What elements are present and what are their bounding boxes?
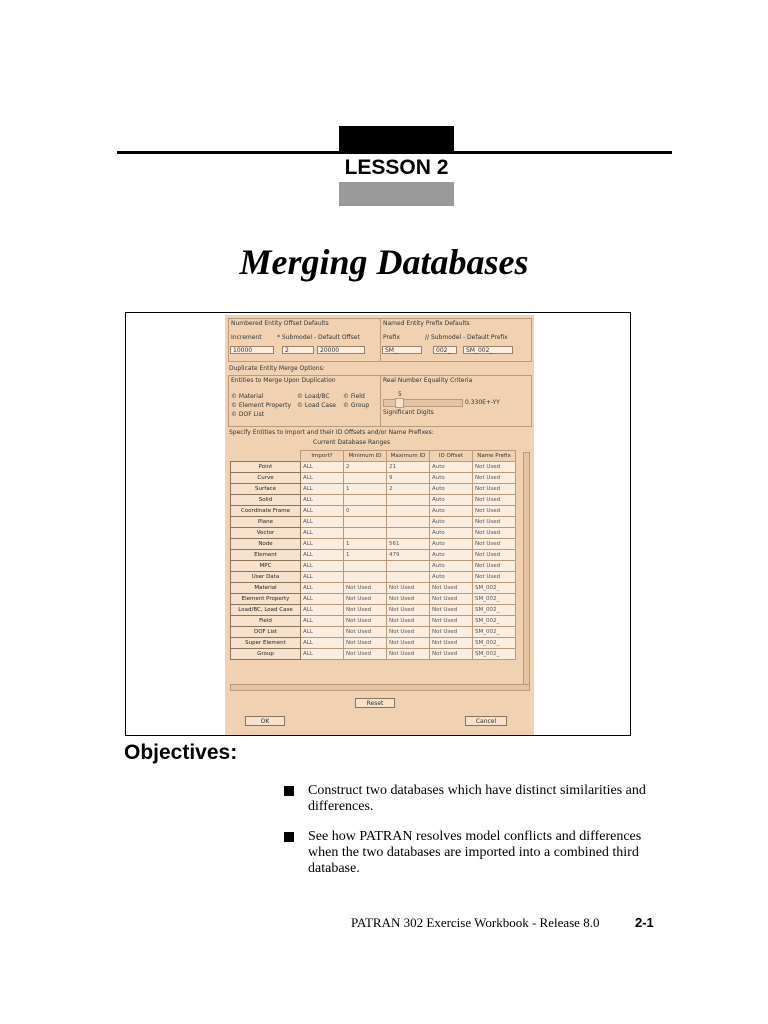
merge-dialog-screenshot (225, 315, 534, 735)
bullet-square-icon (284, 832, 294, 842)
page-number: 2-1 (635, 915, 654, 930)
table-cell[interactable]: ALL (301, 506, 344, 517)
page-footer: PATRAN 302 Exercise Workbook - Release 8.0 (351, 915, 600, 930)
table-row (231, 517, 516, 528)
submodel-prefix-label: // Submodel - Default Prefix (425, 334, 508, 341)
table-cell[interactable] (387, 572, 430, 583)
table-cell[interactable]: 1 (344, 550, 387, 561)
increment-label: Increment (231, 334, 262, 341)
entity-button[interactable]: Plane (231, 517, 301, 528)
table-cell[interactable] (387, 495, 430, 506)
table-cell[interactable]: ALL (301, 583, 344, 594)
table-cell[interactable]: SM_002_ (473, 627, 516, 638)
table-cell[interactable]: ALL (301, 462, 344, 473)
prefix-label: Prefix (383, 334, 400, 341)
table-row (231, 539, 516, 550)
table-cell[interactable] (387, 561, 430, 572)
table-cell[interactable]: Not Used (473, 473, 516, 484)
table-row (231, 495, 516, 506)
table-cell[interactable]: Not Used (344, 649, 387, 660)
table-row (231, 561, 516, 572)
table-row (231, 484, 516, 495)
checkbox-dof-list[interactable]: © DOF List (231, 411, 265, 418)
current-ranges-label: Current Database Ranges (313, 439, 391, 446)
prefix-field[interactable]: SM_ (382, 346, 422, 354)
table-cell[interactable]: Not Used (344, 627, 387, 638)
table-cell[interactable]: ALL (301, 561, 344, 572)
table-cell[interactable] (344, 473, 387, 484)
entity-button[interactable]: Material (231, 583, 301, 594)
col-max-id: Maximum ID (387, 451, 430, 462)
table-corner (231, 451, 301, 462)
table-row (231, 506, 516, 517)
table-cell[interactable]: Not Used (387, 583, 430, 594)
table-row (231, 550, 516, 561)
table-cell[interactable]: Not Used (430, 594, 473, 605)
table-cell[interactable]: ALL (301, 627, 344, 638)
table-cell[interactable]: Not Used (473, 528, 516, 539)
table-cell[interactable]: Not Used (473, 484, 516, 495)
slider-value: 5 (398, 391, 402, 398)
table-cell[interactable]: ALL (301, 638, 344, 649)
entity-button[interactable]: Solid (231, 495, 301, 506)
table-cell[interactable]: SM_002_ (473, 594, 516, 605)
table-cell[interactable] (344, 495, 387, 506)
table-cell[interactable]: Not Used (344, 594, 387, 605)
entity-button[interactable]: Curve (231, 473, 301, 484)
entity-button[interactable]: Super Element (231, 638, 301, 649)
entity-button[interactable]: MPC (231, 561, 301, 572)
specify-label: Specify Entities to Import and their ID Offsets and/or Name Prefixes: (229, 429, 434, 436)
table-cell[interactable]: ALL (301, 649, 344, 660)
checkbox-loadbc[interactable]: © Load/BC (297, 393, 330, 400)
table-row (231, 605, 516, 616)
table-cell[interactable] (344, 528, 387, 539)
entity-button[interactable]: User Data (231, 572, 301, 583)
table-cell[interactable]: Auto (430, 528, 473, 539)
table-cell[interactable]: Not Used (473, 572, 516, 583)
entity-button[interactable]: DOF List (231, 627, 301, 638)
entity-button[interactable]: Node (231, 539, 301, 550)
table-row (231, 638, 516, 649)
entity-table (230, 450, 516, 660)
table-cell[interactable]: Not Used (430, 638, 473, 649)
table-cell[interactable] (387, 517, 430, 528)
table-cell[interactable]: Not Used (344, 616, 387, 627)
table-cell[interactable]: SM_002_ (473, 583, 516, 594)
table-row (231, 627, 516, 638)
entity-button[interactable]: Point (231, 462, 301, 473)
table-cell[interactable]: Auto (430, 517, 473, 528)
table-row (231, 473, 516, 484)
table-row (231, 583, 516, 594)
table-cell[interactable]: Not Used (430, 605, 473, 616)
table-cell[interactable]: Not Used (387, 627, 430, 638)
table-cell[interactable]: Not Used (430, 649, 473, 660)
checkbox-field[interactable]: © Field (343, 393, 365, 400)
table-cell[interactable]: Auto (430, 473, 473, 484)
lesson-label: LESSON 2 (344, 156, 449, 179)
bullet-square-icon (284, 786, 294, 796)
table-row (231, 572, 516, 583)
table-cell[interactable] (344, 572, 387, 583)
table-cell[interactable]: Not Used (387, 616, 430, 627)
entity-button[interactable]: Vector (231, 528, 301, 539)
increment-field[interactable]: 10000 (230, 346, 274, 354)
ok-button[interactable]: OK (245, 716, 285, 726)
table-cell[interactable]: Not Used (430, 616, 473, 627)
table-vertical-scrollbar[interactable] (523, 452, 530, 686)
table-cell[interactable]: Auto (430, 539, 473, 550)
entities-merge-header: Entities to Merge Upon Duplication (231, 377, 336, 384)
table-cell[interactable]: Not Used (473, 495, 516, 506)
table-cell[interactable]: ALL (301, 550, 344, 561)
table-row (231, 649, 516, 660)
table-cell[interactable]: Auto (430, 462, 473, 473)
submodel-offset-label: * Submodel - Default Offset (277, 334, 360, 341)
entity-button[interactable]: Element Property (231, 594, 301, 605)
table-cell[interactable]: Not Used (344, 583, 387, 594)
table-row (231, 594, 516, 605)
dup-options-label: Duplicate Entity Merge Options: (229, 365, 325, 372)
default-prefix-field[interactable]: SM_002_ (463, 346, 513, 354)
table-cell[interactable] (387, 506, 430, 517)
table-row (231, 528, 516, 539)
table-cell[interactable]: ALL (301, 517, 344, 528)
table-cell[interactable]: 9 (387, 473, 430, 484)
table-cell[interactable]: 0 (344, 506, 387, 517)
col-min-id: Minimum ID (344, 451, 387, 462)
col-import: Import? (301, 451, 344, 462)
table-cell[interactable]: 561 (387, 539, 430, 550)
table-cell[interactable]: 21 (387, 462, 430, 473)
real-number-header: Real Number Equality Criteria (383, 377, 473, 384)
table-row (231, 462, 516, 473)
table-cell[interactable]: ALL (301, 539, 344, 550)
significant-digits-label: Significant Digits (383, 409, 434, 416)
entity-button[interactable]: Surface (231, 484, 301, 495)
table-cell[interactable]: ALL (301, 473, 344, 484)
submodel-field[interactable]: 2 (282, 346, 314, 354)
table-cell[interactable]: ALL (301, 484, 344, 495)
table-cell[interactable]: 1 (344, 484, 387, 495)
table-cell[interactable]: Not Used (430, 583, 473, 594)
entity-button[interactable]: Coordinate Frame (231, 506, 301, 517)
col-id-offset: ID Offset (430, 451, 473, 462)
table-cell[interactable]: Auto (430, 484, 473, 495)
named-header: Named Entity Prefix Defaults (383, 320, 470, 327)
table-cell[interactable]: Not Used (387, 649, 430, 660)
objective-item: Construct two databases which have distinct similarities and differences. (308, 783, 646, 814)
table-cell[interactable]: Auto (430, 561, 473, 572)
slider-handle[interactable] (395, 398, 404, 408)
table-cell[interactable]: SM_002_ (473, 605, 516, 616)
table-cell[interactable]: SM_002_ (473, 616, 516, 627)
table-cell[interactable]: Not Used (387, 605, 430, 616)
table-cell[interactable] (387, 528, 430, 539)
table-horizontal-scrollbar[interactable] (230, 684, 530, 691)
table-cell[interactable]: Not Used (473, 550, 516, 561)
table-cell[interactable]: Not Used (473, 539, 516, 550)
table-cell[interactable]: ALL (301, 605, 344, 616)
table-cell[interactable]: Not Used (473, 506, 516, 517)
table-cell[interactable]: Not Used (430, 627, 473, 638)
table-cell[interactable]: 1 (344, 539, 387, 550)
numbered-header: Numbered Entity Offset Defaults (231, 320, 329, 327)
cancel-button[interactable]: Cancel (465, 716, 507, 726)
table-cell[interactable]: ALL (301, 594, 344, 605)
table-cell[interactable]: SM_002_ (473, 649, 516, 660)
table-cell[interactable]: Not Used (344, 605, 387, 616)
checkbox-element-property[interactable]: © Element Property (231, 402, 292, 409)
objective-item: See how PATRAN resolves model conflicts and differences when the two databases are imported into a combined third database. (308, 829, 642, 876)
table-cell[interactable]: Not Used (387, 638, 430, 649)
table-row (231, 616, 516, 627)
offset-field[interactable]: 20000 (317, 346, 365, 354)
table-cell[interactable]: ALL (301, 495, 344, 506)
table-cell[interactable]: ALL (301, 528, 344, 539)
table-cell[interactable]: 2 (387, 484, 430, 495)
checkbox-group[interactable]: © Group (343, 402, 370, 409)
entity-button[interactable]: Field (231, 616, 301, 627)
submodel-prefix-field[interactable]: 002_ (433, 346, 457, 354)
table-cell[interactable]: ALL (301, 572, 344, 583)
lesson-tab-bottom (339, 182, 454, 206)
table-cell[interactable]: Not Used (473, 462, 516, 473)
table-cell[interactable]: Not Used (387, 594, 430, 605)
table-cell[interactable]: Auto (430, 495, 473, 506)
table-cell[interactable]: 479 (387, 550, 430, 561)
table-cell[interactable]: Not Used (473, 517, 516, 528)
col-name-prefix: Name Prefix (473, 451, 516, 462)
table-cell[interactable]: Not Used (344, 638, 387, 649)
page-title: Merging Databases (239, 242, 529, 282)
table-cell[interactable] (344, 561, 387, 572)
table-cell[interactable]: Not Used (473, 561, 516, 572)
entity-button[interactable]: Load/BC, Load Case (231, 605, 301, 616)
table-header-row (231, 451, 516, 462)
entity-button[interactable]: Element (231, 550, 301, 561)
table-cell[interactable]: SM_002_ (473, 638, 516, 649)
entity-button[interactable]: Group (231, 649, 301, 660)
reset-button[interactable]: Reset (355, 698, 395, 708)
objectives-heading: Objectives: (124, 741, 238, 764)
checkbox-load-case[interactable]: © Load Case (297, 402, 336, 409)
table-cell[interactable]: Auto (430, 572, 473, 583)
table-cell[interactable]: 2 (344, 462, 387, 473)
table-cell[interactable]: ALL (301, 616, 344, 627)
table-cell[interactable]: Auto (430, 550, 473, 561)
equality-value: 0.330E+-YY (465, 399, 500, 406)
lesson-tab-top (339, 126, 454, 153)
table-cell[interactable] (344, 517, 387, 528)
checkbox-material[interactable]: © Material (231, 393, 264, 400)
table-cell[interactable]: Auto (430, 506, 473, 517)
